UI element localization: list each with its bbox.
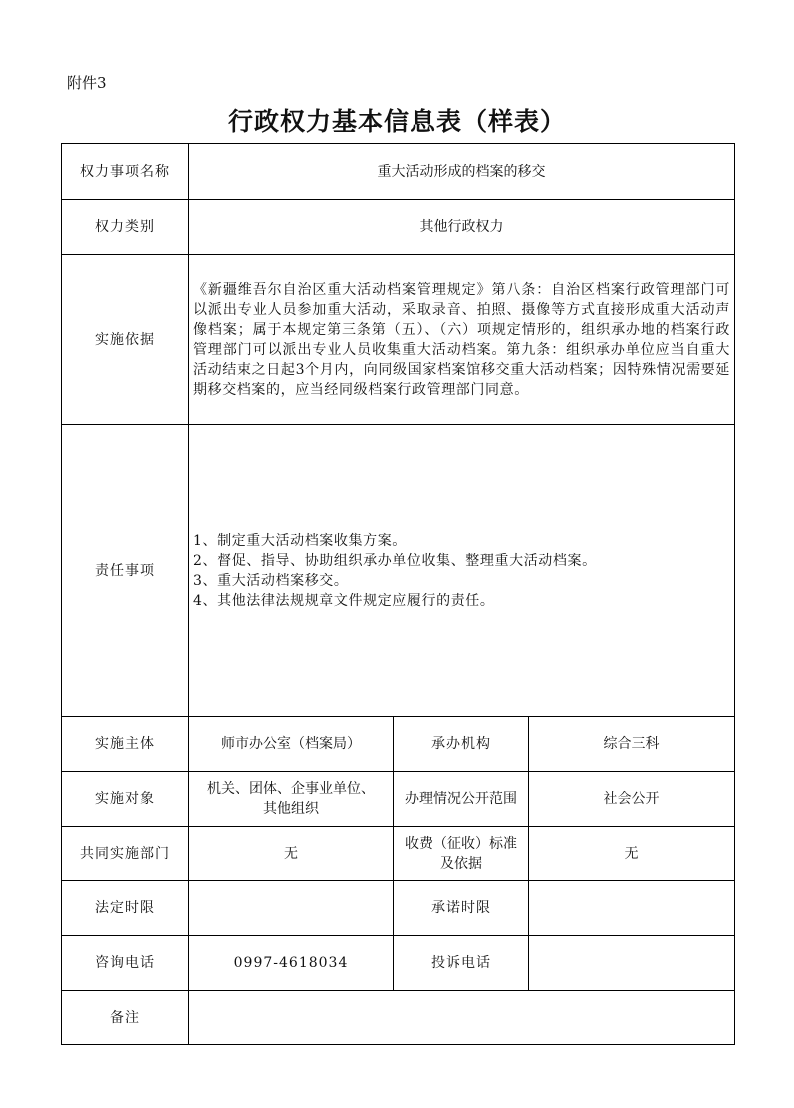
- page-title: 行政权力基本信息表（样表）: [227, 107, 566, 136]
- row-power-type: [62, 200, 735, 255]
- basis-label: 实施依据: [62, 255, 189, 425]
- promised-limit-value: [529, 881, 735, 936]
- row-target: [62, 772, 735, 827]
- target-label: 实施对象: [62, 772, 189, 827]
- responsibilities-list: [189, 425, 735, 717]
- agency-value: 综合三科: [529, 717, 735, 772]
- row-subject: [62, 717, 735, 772]
- responsibility-item: 3、重大活动档案移交。: [193, 572, 349, 589]
- target-value: [189, 772, 394, 827]
- row-basis: [62, 255, 735, 425]
- responsibility-item: 2、督促、指导、协助组织承办单位收集、整理重大活动档案。: [193, 552, 597, 569]
- power-name-label: 权力事项名称: [62, 144, 189, 200]
- responsibility-item: 4、其他法律法规规章文件规定应履行的责任。: [193, 592, 495, 609]
- row-remarks: [62, 991, 735, 1045]
- legal-limit-value: [189, 881, 394, 936]
- power-info-table: [61, 143, 735, 1045]
- disclosure-label: 办理情况公开范围: [394, 772, 529, 827]
- power-type-label: 权力类别: [62, 200, 189, 255]
- joint-dept-label: 共同实施部门: [62, 827, 189, 881]
- subject-label: 实施主体: [62, 717, 189, 772]
- promised-limit-label: 承诺时限: [394, 881, 529, 936]
- basis-value: 《新疆维吾尔自治区重大活动档案管理规定》第八条：自治区档案行政管理部门可以派出专业人员参加重大活动，采取录音、拍照、摄像等方式直接形成重大活动声像档案；属于本规定第三条第（五）、（六）项规定情形的，组织承办地的档案行政管理部门可以派出专业人员收集重大活动档案。第九条：组织承办单位应当自重大活动结束之日起3个月内，向同级国家档案馆移交重大活动档案；因特殊情况需要延期移交档案的，应当经同级档案行政管理部门同意。: [189, 255, 735, 425]
- row-power-name: [62, 144, 735, 200]
- row-phone: [62, 936, 735, 991]
- fee-label-line: 及依据: [440, 855, 482, 872]
- fee-label-line: 收费（征收）标准: [405, 835, 517, 852]
- disclosure-value: 社会公开: [529, 772, 735, 827]
- fee-label: [394, 827, 529, 881]
- power-name-value: 重大活动形成的档案的移交: [189, 144, 735, 200]
- remarks-label: 备注: [62, 991, 189, 1045]
- fee-value: 无: [529, 827, 735, 881]
- consult-phone-label: 咨询电话: [62, 936, 189, 991]
- remarks-value: [189, 991, 735, 1045]
- agency-label: 承办机构: [394, 717, 529, 772]
- attachment-label: 附件3: [67, 74, 107, 92]
- row-time-limit: [62, 881, 735, 936]
- power-type-value: 其他行政权力: [189, 200, 735, 255]
- complaint-phone-value: [529, 936, 735, 991]
- joint-dept-value: 无: [189, 827, 394, 881]
- consult-phone-value: 0997-4618034: [189, 936, 394, 991]
- row-responsibilities: [62, 425, 735, 717]
- subject-value: 师市办公室（档案局）: [189, 717, 394, 772]
- legal-limit-label: 法定时限: [62, 881, 189, 936]
- complaint-phone-label: 投诉电话: [394, 936, 529, 991]
- responsibilities-label: 责任事项: [62, 425, 189, 717]
- target-value-line: 其他组织: [263, 801, 319, 817]
- row-joint-dept: [62, 827, 735, 881]
- responsibility-item: 1、制定重大活动档案收集方案。: [193, 532, 407, 549]
- target-value-line: 机关、团体、企事业单位、: [207, 781, 375, 797]
